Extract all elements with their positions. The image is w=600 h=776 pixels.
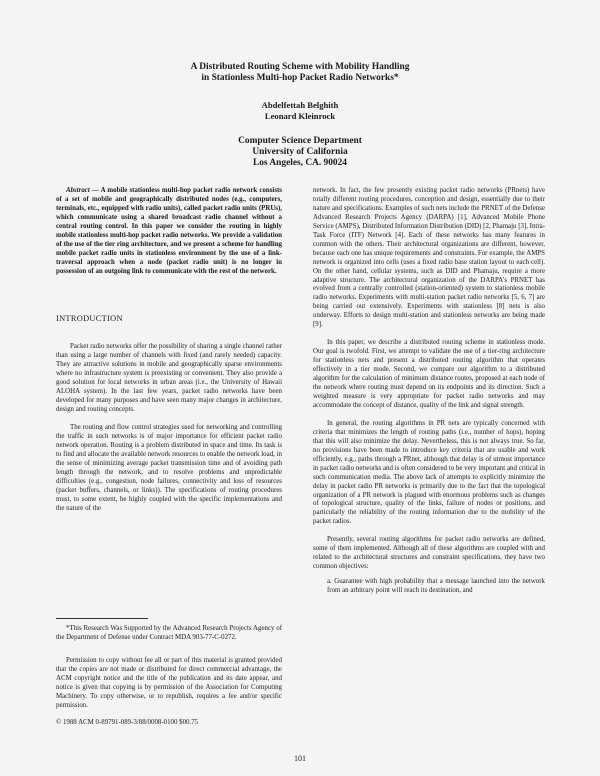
page-number: 101	[294, 754, 306, 763]
body-paragraph: The routing and flow control strategies used for networking and controlling the traffic in such networks is of major importance for efficient packet radio network operation. Routing is a problem distributed in space and time. Its task is to find and allocate the available network resources to enable the network load, in the sense of minimizing average packet transmission time and of avoiding path length through the network, and to resolve problems and unpredictable difficulties (e.g., congestion, node failures, connectivity and loss of resources (packet buffers, channels, or links)). The specifications of routing procedures must, to some extent, be highly coupled with the specific implementations and the nature of the	[56, 424, 282, 512]
abstract-label: Abstract	[66, 187, 90, 194]
body-paragraph: In general, the routing algorithms in PR nets are typically concerned with criteria that minimizes the length of routing paths (i.e., number of hops), hoping that this will also minimize the delay. Nevertheless, this is not always true. So far, no provisions have been made to introduce key criteria that are usable and work efficiently, e.g., paths through a PRnet, although that delay is of utmost importance in packet radio networks and is often considered to be very important and critical in such communication media. The above lack of attempts to explicitly minimize the delay in packet radio PR networks is primarily due to the fact that the topological organization of a PR network is plagued with enormous problems such as changes of topological structure, quality of the links, failure of nodes or positions, and particularly the reliability of the routing information due to the mobility of the packet radios.	[313, 419, 545, 526]
author-list	[0, 100, 600, 121]
right-column	[313, 187, 545, 596]
title-line-1: A Distributed Routing Scheme with Mobility Handling	[190, 62, 410, 72]
section-heading-introduction: INTRODUCTION	[56, 313, 123, 323]
footnotes	[56, 618, 282, 728]
abstract	[56, 187, 282, 277]
body-paragraph: In this paper, we describe a distributed routing scheme in stationless mode. Our goal is twofold. First, we attempt to validate the use of a tier-ring architecture for stationless nets and present a distributed routing algorithm that operates effectively in a tier mode. Second, we compare our algorithm to a distributed algorithm for the calculation of minimum distance routes, proposed at each node of the network where routing must depend on its endpoints and its direction. Such a weighted measure is very appropriate for packet radio networks and may accommodate the concept of distance, quality of the link and signal strength.	[313, 339, 545, 409]
author-name: Leonard Kleinrock	[264, 110, 336, 121]
author-name: Abdelfettah Belghith	[261, 100, 339, 110]
footnote-rule	[56, 618, 148, 619]
copyright-notice: © 1988 ACM 0-89791-089-3/88/0008-0100 $00.75	[56, 718, 199, 726]
affiliation-city: Los Angeles, CA. 90024	[252, 158, 347, 168]
affiliation	[0, 136, 600, 169]
funding-footnote: *This Research Was Supported by the Advanced Research Projects Agency of the Department of Defense under Contract MDA 903-77-C-0272.	[56, 625, 282, 641]
title-line-2: in Stationless Multi-hop Packet Radio Networks*	[201, 73, 399, 83]
affiliation-university: University of California	[252, 147, 348, 157]
abstract-text: — A mobile stationless multi-hop packet radio network consists of a set of mobile and geographically distributed nodes (e.g., computers, terminals, etc., equipped with radio units), called packet radio units (PRUs), which communicate using a shared broadcast radio channel without a central routing control. In this paper we consider the routing in highly mobile stationless multi-hop packet radio networks. We provide a validation of the use of the tier ring architecture, and we present a scheme for handling mobile packet radio units in stationless environment by the use of a link-traversal approach when a node (packet radio unit) is no longer in possession of an outgoing link to communicate with the rest of the network.	[56, 187, 282, 275]
title-block	[0, 62, 600, 169]
objective-list-item: a. Guarantee with high probability that a message launched into the network from an arbitrary point will reach its destination, and	[327, 578, 545, 595]
body-paragraph: Packet radio networks offer the possibility of sharing a single channel rather than using a large number of channels with fixed (and rarely needed) capacity. They are attractive solutions in mobile and geographically sparse environments where no infrastructure system is preexisting or convenient. They also provide a good solution for local networks in urban areas (i.e., the University of Hawaii ALOHA system). In the last few years, packet radio networks have been developed for many purposes and have seen many major changes in architecture, design and routing concepts.	[56, 343, 282, 414]
affiliation-department: Computer Science Department	[238, 136, 362, 146]
permission-notice: Permission to copy without fee all or part of this material is granted provided that the copies are not made or distributed for direct commercial advantage, the ACM copyright notice and the title of the publication and its date appear, and notice is given that copying is by permission of the Association for Computing Machinery. To copy otherwise, or to republish, requires a fee and/or specific permission.	[56, 656, 282, 709]
paper-title	[0, 62, 600, 84]
left-column	[56, 187, 282, 514]
body-paragraph: network. In fact, the few presently existing packet radio networks (PRnets) have totally different routing procedures, conception and design, essentially due to their nature and specifications. Examples of such nets include the PRNET of the Defense Advanced Research Projects Agency (DARPA) [1], Advanced Mobile Phone Service (AMPS), Distributed Information Distribution (DID) [2, Phamaju [3], Intra-Task Force (ITF) Network [4]. Each of these networks has many features in common with the others. Their architectural organizations are different, however, because each one has unique requirements and constraints. For example, the AMPS network is organized into cells (uses a fixed radio base station layout to each cell). On the other hand, cellular systems, such as DID and Phamaju, require a more adaptive structure. The architectural organization of the DARPA's PRNET has evolved from a centrally controlled (station-oriented) system to stationless mobile radio networks. Experiments with multi-station packet radio networks [5, 6, 7] are being carried out extensively. Experiments with stationless [8] nets is also underway. Efforts to design multi-station and stationless networks are being made [9].	[313, 187, 545, 329]
body-paragraph: Presently, several routing algorithms for packet radio networks are defined, some of them implemented. Although all of these algorithms are coupled with and related to the architectural structures and constraint specifications, they have two common objectives:	[313, 536, 545, 571]
